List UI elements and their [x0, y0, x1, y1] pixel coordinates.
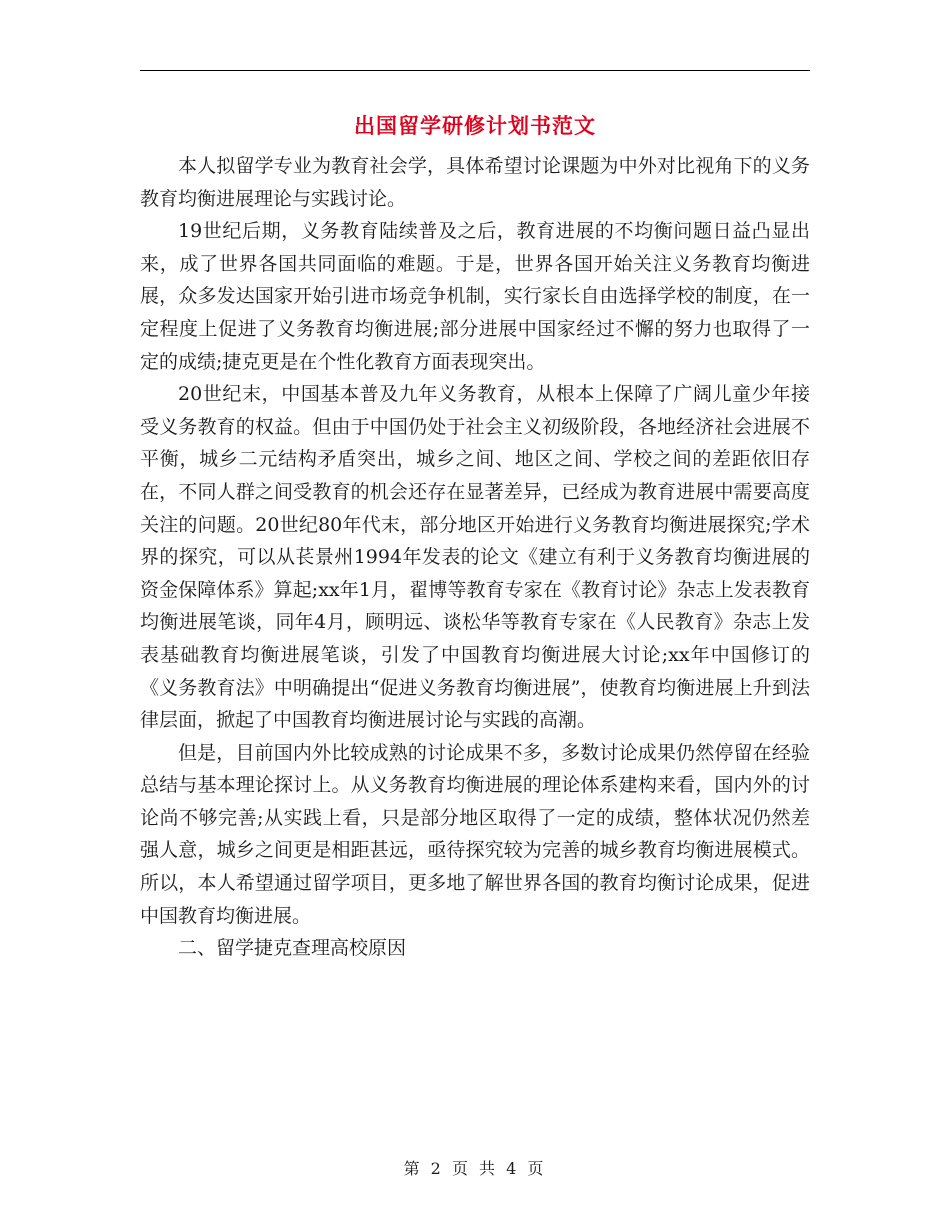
section-heading: 二、留学捷克查理高校原因	[178, 937, 407, 960]
paragraph: 19世纪后期，义务教育陆续普及之后，教育进展的不均衡问题日益凸显出来，成了世界各国共同面临的难题。于是，世界各国开始关注义务教育均衡进展，众多发达国家开始引进市场竞争机制，实行家长自由选择学校的制度，在一定程度上促进了义务教育均衡进展;部分进展中国家经过不懈的努力也取得了一定的成绩;捷克更是在个性化教育方面表现突出。	[140, 220, 810, 373]
header-rule	[140, 70, 810, 71]
page-number: 第 2 页 共 4 页	[403, 1159, 547, 1178]
document-title: 出国留学研修计划书范文	[354, 113, 596, 138]
paragraph: 但是，目前国内外比较成熟的讨论成果不多，多数讨论成果仍然停留在经验总结与基本理论探讨上。从义务教育均衡进展的理论体系建构来看，国内外的讨论尚不够完善;从实践上看，只是部分地区取得了一定的成绩，整体状况仍然差强人意，城乡之间更是相距甚远，亟待探究较为完善的城乡教育均衡进展模式。所以，本人希望通过留学项目，更多地了解世界各国的教育均衡讨论成果，促进中国教育均衡进展。	[140, 741, 810, 927]
paragraph: 20世纪末，中国基本普及九年义务教育，从根本上保障了广阔儿童少年接受义务教育的权益。但由于中国仍处于社会主义初级阶段，各地经济社会进展不平衡，城乡二元结构矛盾突出，城乡之间、地区之间、学校之间的差距依旧存在，不同人群之间受教育的机会还存在显著差异，已经成为教育进展中需要高度关注的问题。20世纪80年代末，部分地区开始进行义务教育均衡进展探究;学术界的探究，可以从苌景州1994年发表的论文《建立有利于义务教育均衡进展的资金保障体系》算起;xx年1月，翟博等教育专家在《教育讨论》杂志上发表教育均衡进展笔谈，同年4月，顾明远、谈松华等教育专家在《人民教育》杂志上发表基础教育均衡进展笔谈，引发了中国教育均衡进展大讨论;xx年中国修订的《义务教育法》中明确提出“促进义务教育均衡进展”，使教育均衡进展上升到法律层面，掀起了中国教育均衡进展讨论与实践的高潮。	[140, 383, 810, 732]
paragraph: 本人拟留学专业为教育社会学，具体希望讨论课题为中外对比视角下的义务教育均衡进展理论与实践讨论。	[140, 155, 810, 210]
document-body	[140, 150, 810, 965]
